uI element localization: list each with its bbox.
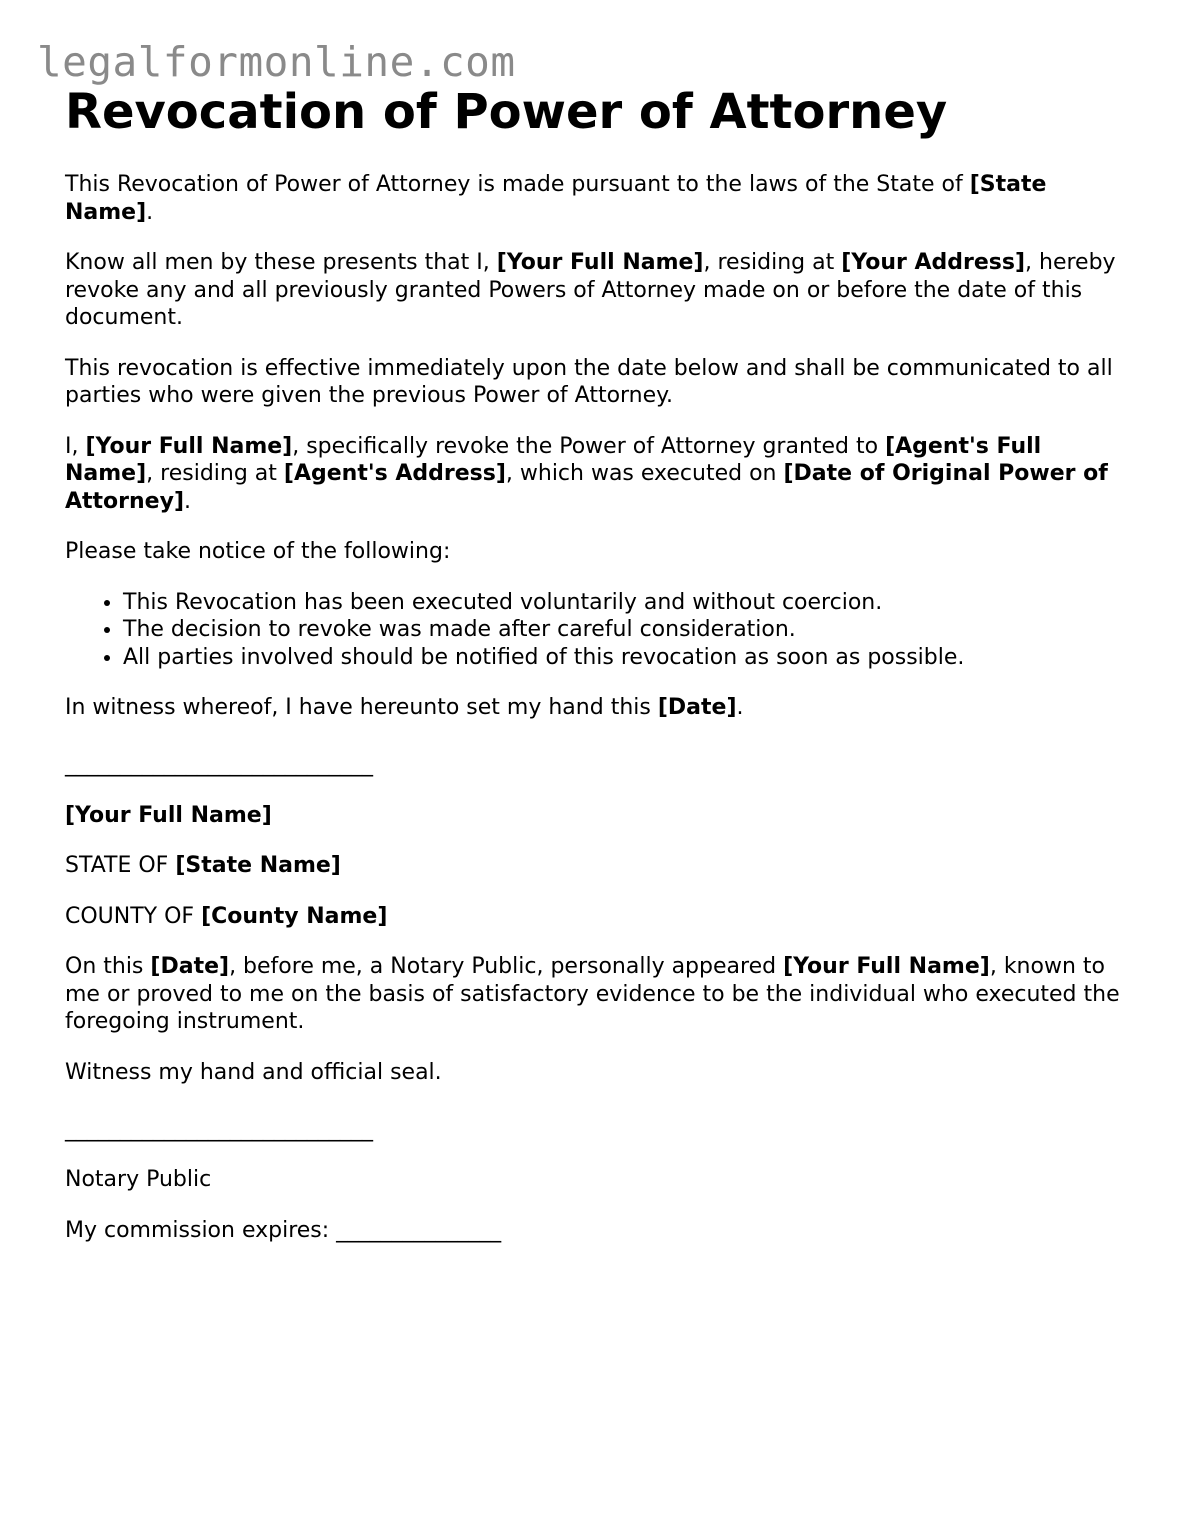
site-watermark: legalformonline.com [37, 38, 516, 86]
paragraph-witness [65, 694, 1125, 722]
text: On this [65, 954, 144, 979]
list-item: • The decision to revoke was made after careful consideration. [123, 616, 1125, 644]
commission-label: My commission expires: [65, 1217, 330, 1243]
placeholder-agent-full-name: [Agent's Full Name] [65, 433, 1042, 486]
notary-public-label: Notary Public [65, 1167, 212, 1192]
text: . [146, 199, 154, 225]
state-label: STATE OF [65, 853, 169, 878]
notary-signature-line[interactable]: ____________________________ [65, 1116, 373, 1142]
placeholder-state-name: [State Name] [175, 853, 341, 878]
placeholder-your-full-name: [Your Full Name] [65, 802, 272, 828]
placeholder-state-name: [State Name] [65, 172, 1047, 225]
placeholder-date: [Date] [150, 954, 230, 979]
commission-date-blank[interactable]: _______________ [336, 1217, 502, 1243]
text: Know all men by these presents that I, [65, 250, 490, 275]
placeholder-original-poa-date: [Date of Original Power of Attorney] [65, 461, 1108, 514]
text: , specifically revoke the Power of Attorney granted to [292, 433, 879, 459]
county-label: COUNTY OF [65, 903, 195, 929]
text: , residing at [703, 250, 835, 275]
county-line [65, 903, 1125, 931]
placeholder-your-full-name: [Your Full Name] [85, 433, 293, 459]
notice-list [65, 589, 1125, 672]
signer-name [65, 802, 1125, 830]
text: In witness whereof, I have hereunto set my hand this [65, 695, 651, 720]
text: , which was executed on [505, 461, 777, 486]
list-item: • This Revocation has been executed voluntarily and without coercion. [123, 589, 1125, 617]
signature-line[interactable]: ____________________________ [65, 752, 373, 777]
paragraph-official-seal: Witness my hand and official seal. [65, 1059, 442, 1085]
document-page [65, 84, 1125, 1244]
text: I, [65, 433, 79, 459]
text: , hereby revoke any and all previously granted Powers of Attorney made on or before the date of this document. [65, 250, 1116, 330]
document-title: Revocation of Power of Attorney [65, 84, 948, 140]
placeholder-date: [Date] [657, 695, 737, 720]
commission-expires-line [65, 1217, 1125, 1245]
placeholder-county-name: [County Name] [201, 903, 388, 929]
text: This Revocation of Power of Attorney is made pursuant to the laws of the State of [65, 172, 963, 197]
placeholder-agent-address: [Agent's Address] [283, 461, 506, 486]
paragraph-specific-revocation [65, 433, 1125, 516]
state-line [65, 852, 1125, 880]
placeholder-your-address: [Your Address] [841, 250, 1026, 275]
text: , before me, a Notary Public, personally appeared [229, 954, 777, 979]
paragraph-revocation-statement [65, 249, 1125, 332]
placeholder-your-full-name: [Your Full Name] [783, 954, 990, 979]
paragraph-effective: This revocation is effective immediately upon the date below and shall be communicated to all parties who were given the previous Power of Attorney. [65, 355, 1113, 408]
paragraph-notary-acknowledgment [65, 953, 1125, 1036]
text: , known to me or proved to me on the basis of satisfactory evidence to be the individual who executed the foregoing instrument. [65, 954, 1120, 1034]
paragraph-governing-law [65, 171, 1125, 226]
list-item: • All parties involved should be notified of this revocation as soon as possible. [123, 644, 1125, 672]
text: , residing at [146, 461, 277, 486]
text: . [736, 695, 744, 720]
text: . [184, 488, 192, 514]
placeholder-your-full-name: [Your Full Name] [496, 250, 704, 275]
paragraph-notice: Please take notice of the following: [65, 539, 451, 564]
